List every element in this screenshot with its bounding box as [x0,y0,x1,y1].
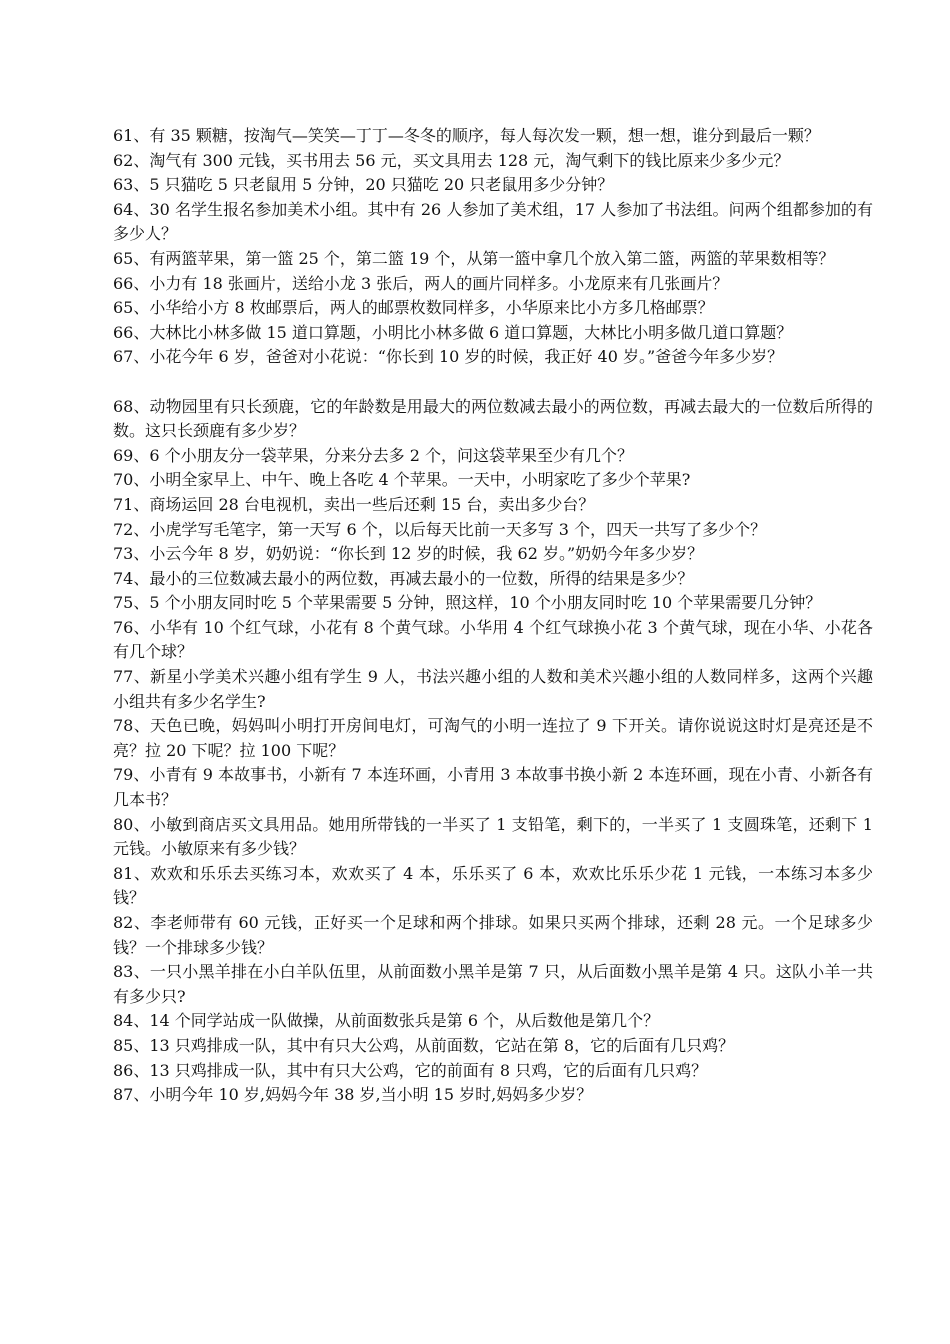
problem-75: 75、5 个小朋友同时吃 5 个苹果需要 5 分钟，照这样，10 个小朋友同时吃 10 个苹果需要几分钟？ [113,593,822,613]
problem-67: 67、小花今年 6 岁，爸爸对小花说：“你长到 10 岁的时候，我正好 40 岁。”爸爸今年多少岁？ [113,347,784,367]
problem-87: 87、小明今年 10 岁,妈妈今年 38 岁,当小明 15 岁时,妈妈多少岁？ [113,1085,593,1105]
problem-68: 68、动物园里有只长颈鹿，它的年龄数是用最大的两位数减去最小的两位数，再减去最大的一位数后所得的数。这只长颈鹿有多少岁？ [113,396,873,441]
problem-74: 74、最小的三位数减去最小的两位数，再减去最小的一位数，所得的结果是多少？ [113,568,694,588]
problem-65b: 65、小华给小方 8 枚邮票后，两人的邮票枚数同样多，小华原来比小方多几格邮票？ [113,298,714,318]
problem-76: 76、小华有 10 个红气球，小花有 8 个黄气球。小华用 4 个红气球换小花 3 个黄气球，现在小华、小花各有几个球？ [113,617,873,662]
problem-63: 63、5 只猫吃 5 只老鼠用 5 分钟，20 只猫吃 20 只老鼠用多少分钟？ [113,175,614,195]
problem-69: 69、6 个小朋友分一袋苹果，分来分去多 2 个，问这袋苹果至少有几个？ [113,445,633,465]
problem-64: 64、30 名学生报名参加美术小组。其中有 26 人参加了美术组，17 人参加了书法组。问两个组都参加的有多少人？ [113,199,873,244]
problem-80: 80、小敏到商店买文具用品。她用所带钱的一半买了 1 支铅笔，剩下的，一半买了 1 支圆珠笔，还剩下 1 元钱。小敏原来有多少钱？ [113,814,873,859]
problem-72: 72、小虎学写毛笔字，第一天写 6 个，以后每天比前一天多写 3 个，四天一共写了多少个？ [113,519,767,539]
problem-66: 66、小力有 18 张画片，送给小龙 3 张后，两人的画片同样多。小龙原来有几张画片？ [113,273,729,293]
problem-79: 79、小青有 9 本故事书，小新有 7 本连环画，小青用 3 本故事书换小新 2 本连环画，现在小青、小新各有几本书？ [113,765,873,810]
problem-61: 61、有 35 颗糖，按淘气—笑笑—丁丁—冬冬的顺序，每人每次发一颗，想一想，谁分到最后一颗？ [113,126,820,145]
problem-77: 77、新星小学美术兴趣小组有学生 9 人，书法兴趣小组的人数和美术兴趣小组的人数同样多，这两个兴趣小组共有多少名学生? [113,667,873,711]
problem-65: 65、有两篮苹果，第一篮 25 个，第二篮 19 个，从第一篮中拿几个放入第二篮，两篮的苹果数相等？ [113,248,835,268]
problem-82: 82、李老师带有 60 元钱，正好买一个足球和两个排球。如果只买两个排球，还剩 28 元。一个足球多少 钱？一个排球多少钱？ [113,913,873,957]
problem-list [113,124,873,1108]
problem-83: 83、一只小黑羊排在小白羊队伍里，从前面数小黑羊是第 7 只，从后面数小黑羊是第 4 只。这队小羊一共有多少只? [113,962,873,1006]
paragraph-gap [113,370,873,395]
problem-85: 85、13 只鸡排成一队，其中有只大公鸡，从前面数，它站在第 8，它的后面有几只鸡？ [113,1035,735,1055]
problem-70: 70、小明全家早上、中午、晚上各吃 4 个苹果。一天中，小明家吃了多少个苹果? [113,470,691,490]
problem-73: 73、小云今年 8 岁，奶奶说：“你长到 12 岁的时候，我 62 岁。”奶奶今年多少岁？ [113,544,704,564]
problem-86: 86、13 只鸡排成一队，其中有只大公鸡，它的前面有 8 只鸡，它的后面有几只鸡？ [113,1060,708,1080]
problem-71: 71、商场运回 28 台电视机，卖出一些后还剩 15 台，卖出多少台？ [113,494,595,514]
problem-81: 81、欢欢和乐乐去买练习本，欢欢买了 4 本，乐乐买了 6 本，欢欢比乐乐少花 1 元钱，一本练习本多少钱？ [113,863,873,908]
problem-66b: 66、大林比小林多做 15 道口算题，小明比小林多做 6 道口算题，大林比小明多做几道口算题？ [113,322,793,342]
problem-78: 78、天色已晚，妈妈叫小明打开房间电灯，可淘气的小明一连拉了 9 下开关。请你说说这时灯是亮还是不亮？拉 20 下呢？拉 100 下呢？ [113,716,873,760]
problem-62: 62、淘气有 300 元钱，买书用去 56 元，买文具用去 128 元，淘气剩下的钱比原来少多少元？ [113,150,790,170]
problem-84: 84、14 个同学站成一队做操，从前面数张兵是第 6 个，从后数他是第几个？ [113,1011,660,1031]
